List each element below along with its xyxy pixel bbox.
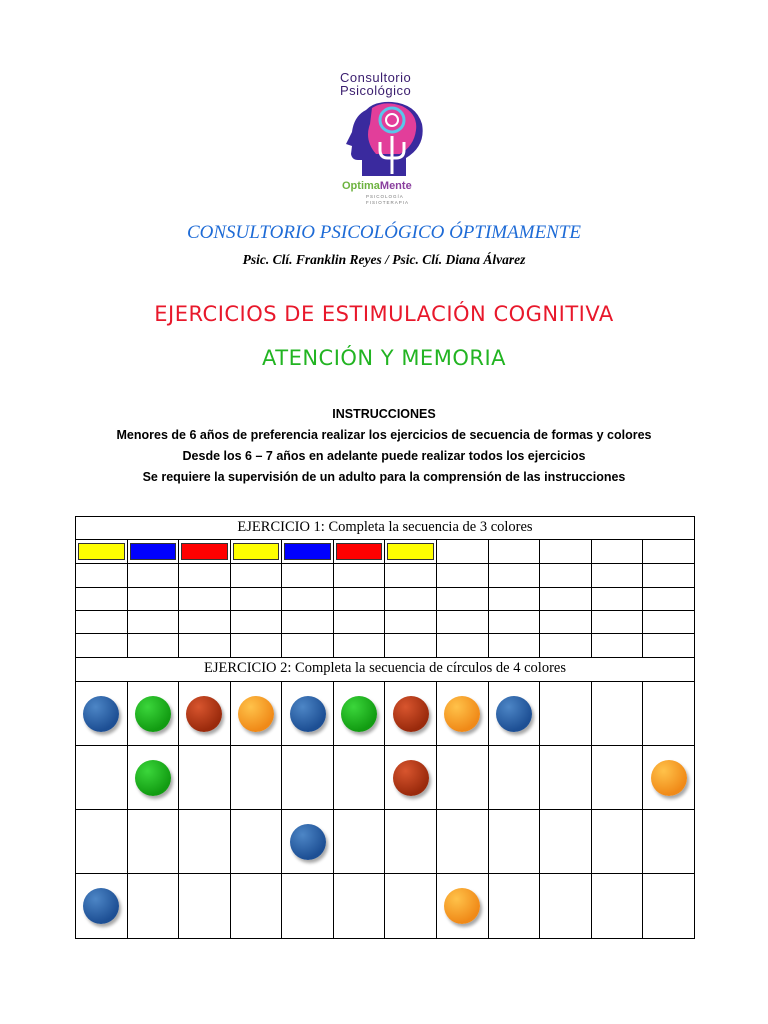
- empty-cell[interactable]: [436, 611, 488, 633]
- empty-cell[interactable]: [642, 540, 694, 563]
- blue-circle: [290, 824, 326, 860]
- red-swatch: [181, 543, 228, 560]
- empty-cell[interactable]: [436, 810, 488, 873]
- empty-cell[interactable]: [488, 540, 540, 563]
- exercise2-title: EJERCICIO 2: Completa la secuencia de círculos de 4 colores: [204, 660, 566, 676]
- empty-cell[interactable]: [76, 611, 127, 633]
- logo-brand-sub: [366, 194, 409, 206]
- exercise1-swatch-row: [76, 539, 694, 563]
- instructions-block: [0, 404, 768, 488]
- exercise2-row: [76, 809, 694, 873]
- exercise2-row: [76, 873, 694, 938]
- circle-cell: [76, 682, 127, 745]
- empty-cell[interactable]: [642, 634, 694, 657]
- swatch-cell: [127, 540, 179, 563]
- empty-cell[interactable]: [642, 611, 694, 633]
- empty-cell[interactable]: [127, 874, 179, 938]
- instructions-line: Menores de 6 años de preferencia realizar los ejercicios de secuencia de formas y colores: [116, 428, 652, 442]
- yellow-swatch: [233, 543, 280, 560]
- empty-cell[interactable]: [230, 746, 282, 809]
- empty-cell[interactable]: [281, 564, 333, 587]
- empty-cell[interactable]: [539, 611, 591, 633]
- empty-cell[interactable]: [127, 611, 179, 633]
- green-circle: [341, 696, 377, 732]
- empty-cell[interactable]: [384, 564, 436, 587]
- circle-cell: [127, 746, 179, 809]
- empty-cell[interactable]: [591, 874, 643, 938]
- empty-cell[interactable]: [384, 810, 436, 873]
- empty-cell[interactable]: [539, 634, 591, 657]
- empty-cell[interactable]: [230, 874, 282, 938]
- orange-circle: [444, 696, 480, 732]
- empty-cell[interactable]: [539, 682, 591, 745]
- empty-cell[interactable]: [127, 588, 179, 610]
- empty-cell[interactable]: [436, 588, 488, 610]
- logo-title-line2: Psicológico: [340, 83, 412, 98]
- empty-cell[interactable]: [488, 588, 540, 610]
- circle-cell: [333, 682, 385, 745]
- circle-cell: [436, 874, 488, 938]
- empty-cell[interactable]: [333, 874, 385, 938]
- empty-cell[interactable]: [76, 746, 127, 809]
- empty-cell[interactable]: [642, 682, 694, 745]
- empty-cell[interactable]: [384, 588, 436, 610]
- empty-cell[interactable]: [178, 564, 230, 587]
- empty-cell[interactable]: [539, 746, 591, 809]
- circle-cell: [642, 746, 694, 809]
- yellow-swatch: [78, 543, 125, 560]
- empty-cell[interactable]: [384, 634, 436, 657]
- circle-cell: [384, 746, 436, 809]
- swatch-cell: [76, 540, 127, 563]
- blue-swatch: [284, 543, 331, 560]
- exercise1-answer-row[interactable]: [76, 610, 694, 633]
- empty-cell[interactable]: [384, 874, 436, 938]
- empty-cell[interactable]: [591, 634, 643, 657]
- empty-cell[interactable]: [127, 810, 179, 873]
- worksheet-subtitle: ATENCIÓN Y MEMORIA: [262, 346, 506, 370]
- empty-cell[interactable]: [281, 746, 333, 809]
- blue-circle: [83, 888, 119, 924]
- exercise2-row: [76, 745, 694, 809]
- empty-cell[interactable]: [591, 810, 643, 873]
- empty-cell[interactable]: [488, 564, 540, 587]
- empty-cell[interactable]: [178, 588, 230, 610]
- empty-cell[interactable]: [642, 564, 694, 587]
- empty-cell[interactable]: [591, 682, 643, 745]
- empty-cell[interactable]: [127, 564, 179, 587]
- empty-cell[interactable]: [230, 810, 282, 873]
- clinic-psychologists: Psic. Clí. Franklin Reyes / Psic. Clí. Diana Álvarez: [242, 252, 526, 267]
- empty-cell[interactable]: [76, 564, 127, 587]
- circle-cell: [178, 682, 230, 745]
- empty-cell[interactable]: [436, 634, 488, 657]
- empty-cell[interactable]: [488, 874, 540, 938]
- exercise1-title: EJERCICIO 1: Completa la secuencia de 3 colores: [237, 519, 533, 535]
- blue-circle: [290, 696, 326, 732]
- empty-cell[interactable]: [76, 634, 127, 657]
- empty-cell[interactable]: [230, 588, 282, 610]
- empty-cell[interactable]: [488, 634, 540, 657]
- orange-circle: [651, 760, 687, 796]
- instructions-line: Desde los 6 – 7 años en adelante puede realizar todos los ejercicios: [182, 449, 586, 463]
- empty-cell[interactable]: [230, 634, 282, 657]
- logo-title-line1: Consultorio: [340, 70, 412, 85]
- swatch-cell: [281, 540, 333, 563]
- empty-cell[interactable]: [384, 611, 436, 633]
- empty-cell[interactable]: [178, 611, 230, 633]
- circle-cell: [76, 874, 127, 938]
- empty-cell[interactable]: [539, 540, 591, 563]
- swatch-cell: [230, 540, 282, 563]
- empty-cell[interactable]: [333, 810, 385, 873]
- empty-cell[interactable]: [333, 746, 385, 809]
- green-circle: [135, 760, 171, 796]
- head-brain-psi-icon: [336, 98, 436, 182]
- instructions-line: Se requiere la supervisión de un adulto para la comprensión de las instrucciones: [142, 470, 626, 484]
- exercise1-answer-row[interactable]: [76, 563, 694, 587]
- empty-cell[interactable]: [333, 634, 385, 657]
- empty-cell[interactable]: [178, 810, 230, 873]
- empty-cell[interactable]: [539, 874, 591, 938]
- yellow-swatch: [387, 543, 434, 560]
- empty-cell[interactable]: [539, 564, 591, 587]
- empty-cell[interactable]: [178, 746, 230, 809]
- instructions-heading: INSTRUCCIONES: [332, 407, 436, 421]
- exercise-grid: [75, 516, 695, 939]
- empty-cell[interactable]: [281, 611, 333, 633]
- empty-cell[interactable]: [488, 611, 540, 633]
- red-swatch: [336, 543, 383, 560]
- circle-cell: [127, 682, 179, 745]
- orange-circle: [238, 696, 274, 732]
- circle-cell: [384, 682, 436, 745]
- empty-cell[interactable]: [178, 634, 230, 657]
- clinic-logo: [326, 66, 444, 212]
- red-circle: [393, 760, 429, 796]
- exercise1-answer-row[interactable]: [76, 587, 694, 610]
- clinic-title: CONSULTORIO PSICOLÓGICO ÓPTIMAMENTE: [186, 222, 582, 243]
- circle-cell: [436, 682, 488, 745]
- empty-cell[interactable]: [539, 810, 591, 873]
- empty-cell[interactable]: [642, 810, 694, 873]
- empty-cell[interactable]: [76, 810, 127, 873]
- empty-cell[interactable]: [436, 564, 488, 587]
- worksheet-title: EJERCICIOS DE ESTIMULACIÓN COGNITIVA: [154, 302, 614, 326]
- logo-brand-sub2: FISIOTERAPIA: [366, 200, 410, 205]
- empty-cell[interactable]: [642, 874, 694, 938]
- exercise2-row: [76, 681, 694, 745]
- red-circle: [186, 696, 222, 732]
- circle-cell: [281, 682, 333, 745]
- empty-cell[interactable]: [591, 540, 643, 563]
- empty-cell[interactable]: [333, 564, 385, 587]
- empty-cell[interactable]: [642, 588, 694, 610]
- exercise1-answer-row[interactable]: [76, 633, 694, 657]
- empty-cell[interactable]: [488, 746, 540, 809]
- empty-cell[interactable]: [436, 746, 488, 809]
- blue-circle: [83, 696, 119, 732]
- empty-cell[interactable]: [591, 611, 643, 633]
- empty-cell[interactable]: [591, 746, 643, 809]
- orange-circle: [444, 888, 480, 924]
- swatch-cell: [333, 540, 385, 563]
- empty-cell[interactable]: [591, 564, 643, 587]
- empty-cell[interactable]: [488, 810, 540, 873]
- logo-brand: [342, 180, 412, 192]
- logo-brand-part1: Optima: [342, 180, 380, 192]
- blue-swatch: [130, 543, 177, 560]
- blue-circle: [496, 696, 532, 732]
- red-circle: [393, 696, 429, 732]
- empty-cell[interactable]: [333, 611, 385, 633]
- empty-cell[interactable]: [127, 634, 179, 657]
- empty-cell[interactable]: [178, 874, 230, 938]
- swatch-cell: [384, 540, 436, 563]
- green-circle: [135, 696, 171, 732]
- empty-cell[interactable]: [281, 874, 333, 938]
- circle-cell: [230, 682, 282, 745]
- empty-cell[interactable]: [436, 540, 488, 563]
- empty-cell[interactable]: [333, 588, 385, 610]
- empty-cell[interactable]: [230, 564, 282, 587]
- logo-brand-part2: Mente: [379, 180, 412, 192]
- logo-brand-sub1: PSICOLOGÍA: [366, 194, 404, 199]
- empty-cell[interactable]: [281, 588, 333, 610]
- empty-cell[interactable]: [281, 634, 333, 657]
- empty-cell[interactable]: [76, 588, 127, 610]
- empty-cell[interactable]: [539, 588, 591, 610]
- circle-cell: [488, 682, 540, 745]
- swatch-cell: [178, 540, 230, 563]
- empty-cell[interactable]: [230, 611, 282, 633]
- circle-cell: [281, 810, 333, 873]
- empty-cell[interactable]: [591, 588, 643, 610]
